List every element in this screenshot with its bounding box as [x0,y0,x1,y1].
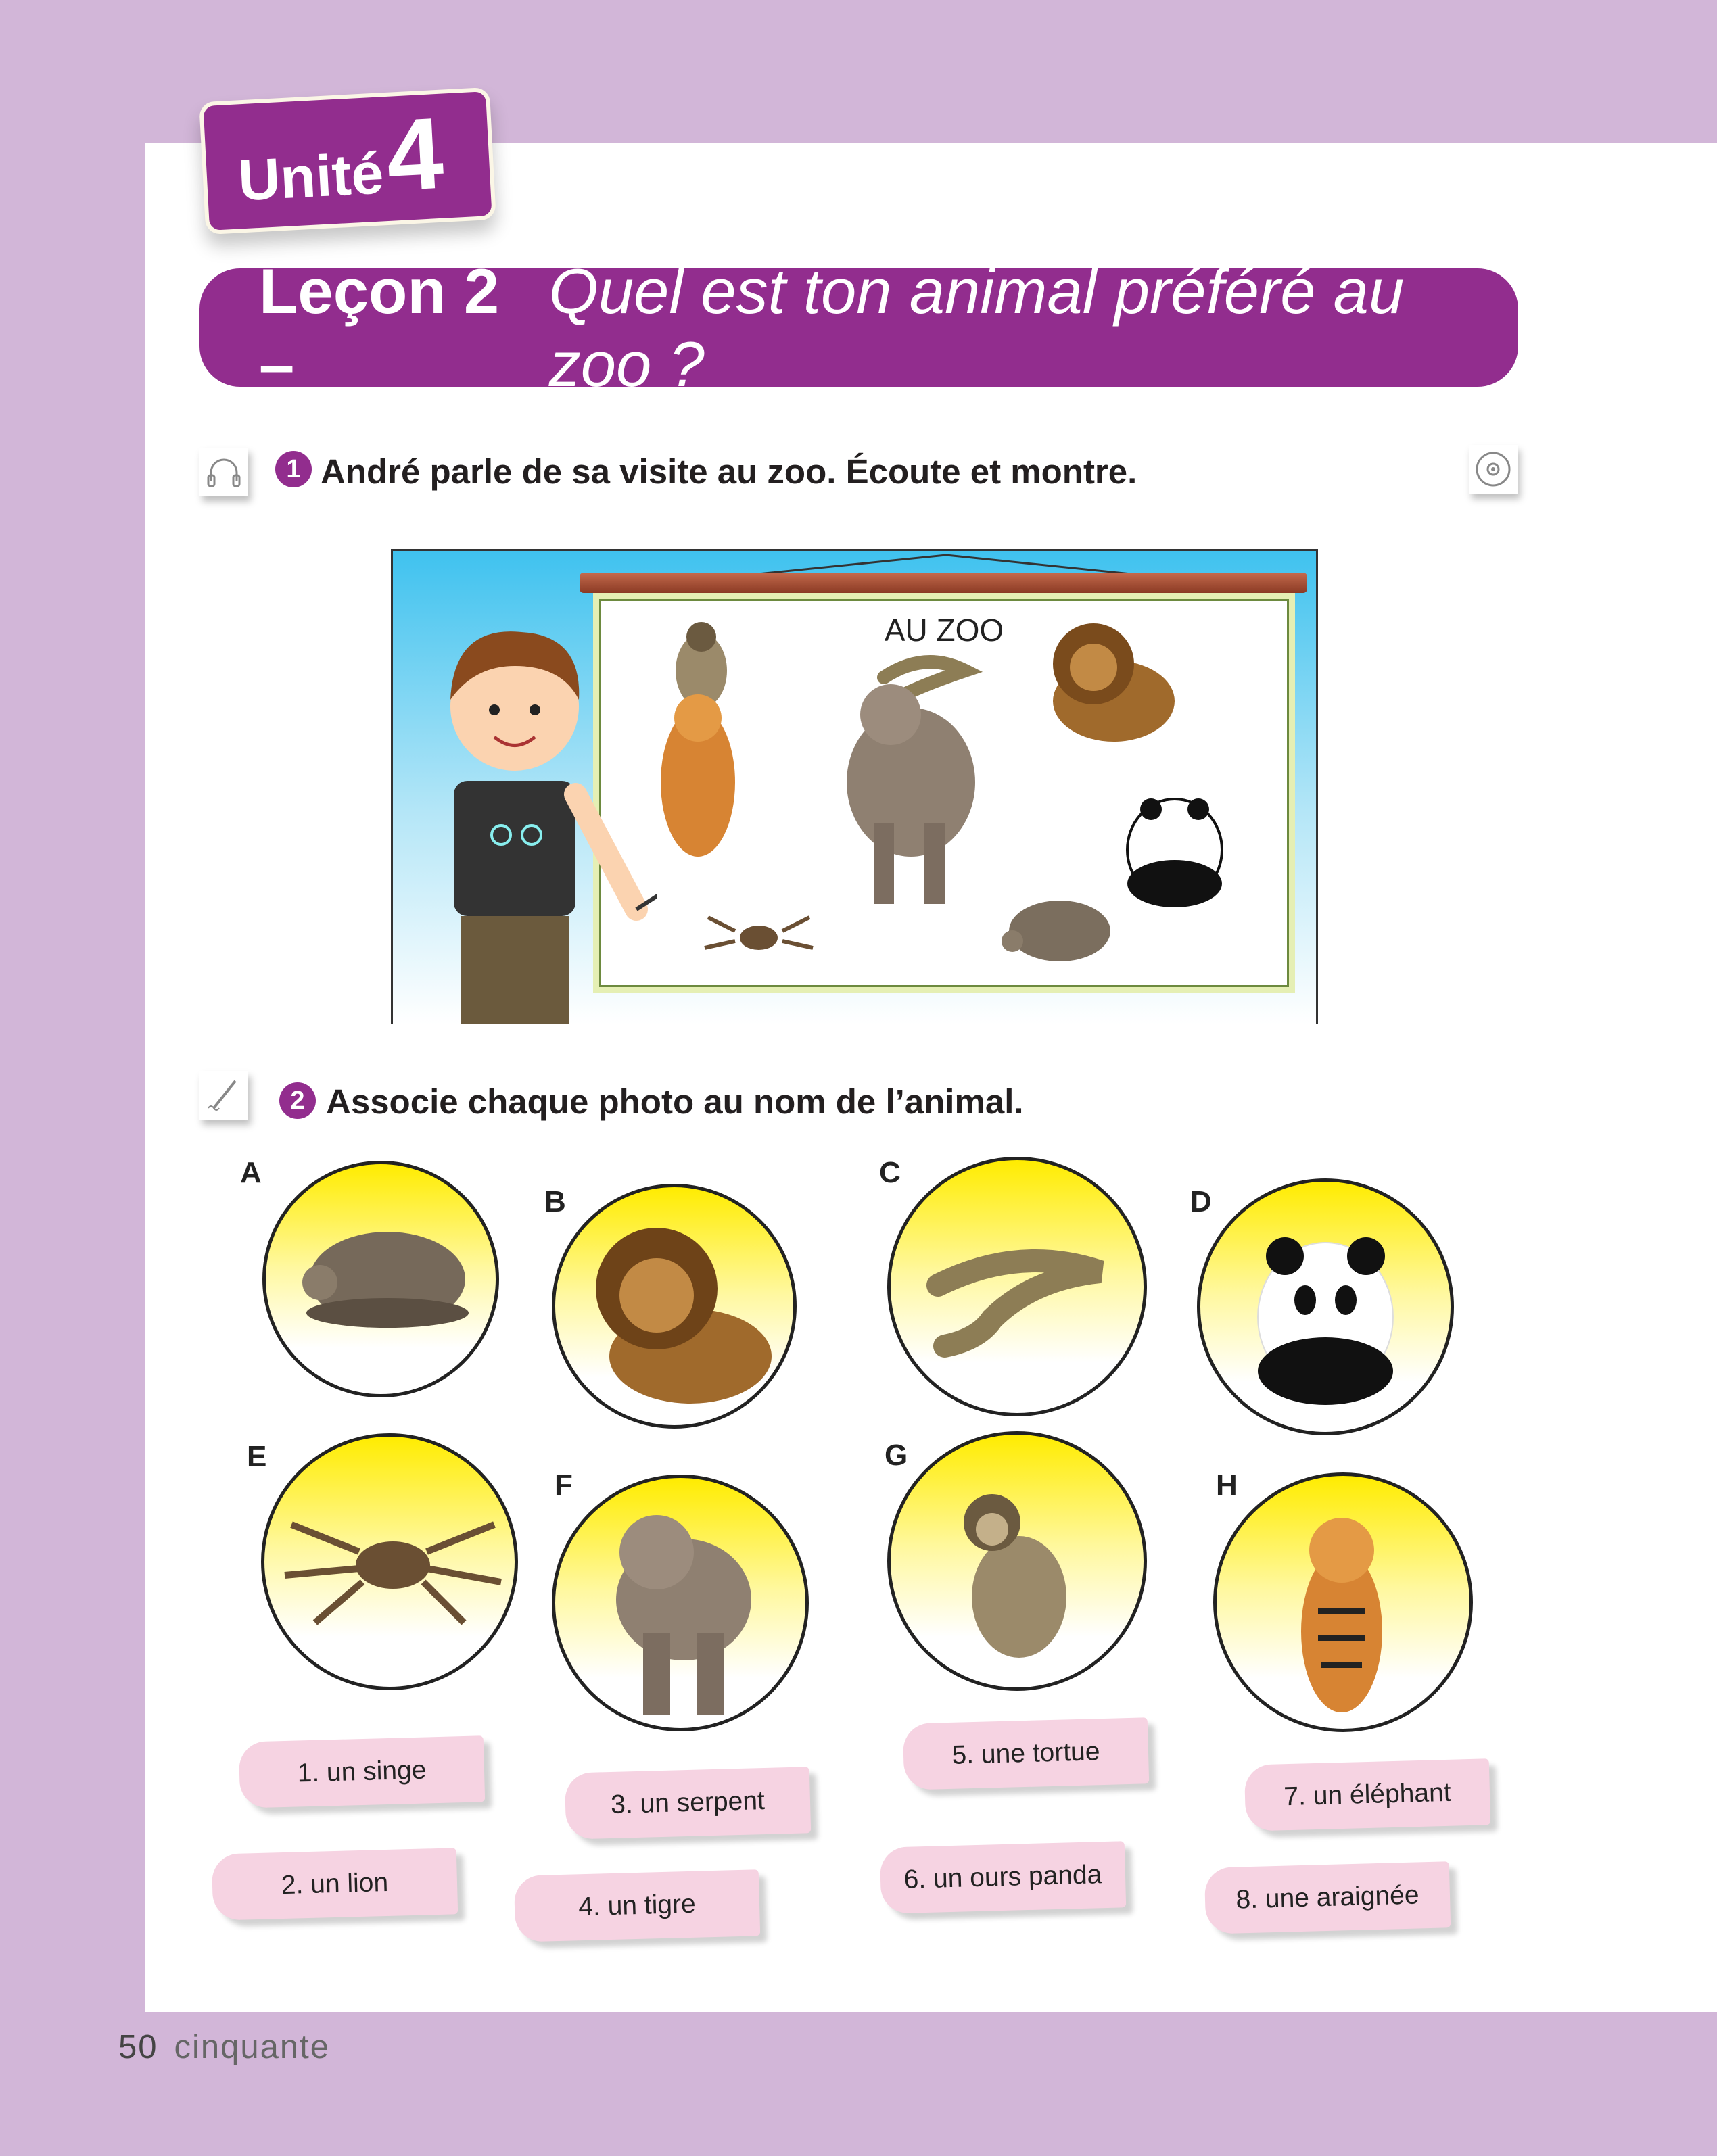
photo-b-lion[interactable] [552,1184,797,1429]
exercise-number-1: 1 [275,451,312,487]
poster-board [593,593,1295,993]
photo-f-elephant[interactable] [552,1475,809,1731]
elephant-image [847,684,975,904]
lion-image [555,1187,793,1425]
photo-letter-e: E [247,1440,267,1473]
elephant-image [555,1478,805,1728]
tiger-image [661,694,735,857]
word-tag-5[interactable]: 5. une tortue [903,1717,1149,1790]
word-tag-2[interactable]: 2. un lion [212,1848,458,1920]
board-title: AU ZOO [884,613,1004,648]
page-number: 50 [118,2029,158,2065]
lesson-banner [199,255,1518,400]
unit-number: 4 [383,95,446,212]
board-rod [580,573,1307,593]
tiger-image [1217,1476,1469,1729]
cd-icon[interactable] [1469,445,1518,494]
lesson-label: Leçon 2 – [259,255,500,400]
panda-image [1200,1182,1451,1432]
photo-c-snake[interactable] [887,1157,1147,1416]
lesson-question: Quel est ton animal préféré au zoo ? [548,255,1405,400]
panda-image [1127,798,1222,907]
photo-h-tiger[interactable] [1213,1472,1473,1732]
photo-letter-c: C [879,1156,901,1189]
photo-d-panda[interactable] [1197,1178,1454,1435]
photo-letter-g: G [885,1439,908,1472]
monkey-image [891,1435,1144,1687]
word-tag-3[interactable]: 3. un serpent [565,1767,811,1839]
photo-a-tortoise[interactable] [262,1161,499,1397]
snake-image [891,1160,1144,1413]
page-footer [118,2028,330,2066]
word-tag-4[interactable]: 4. un tigre [514,1869,760,1942]
word-tag-7[interactable]: 7. un éléphant [1244,1758,1490,1831]
photo-e-spider[interactable] [261,1433,518,1690]
word-tag-1[interactable]: 1. un singe [239,1735,485,1808]
zoo-illustration [391,549,1318,1024]
pencil-icon[interactable] [199,1071,248,1120]
boy-andre [413,619,657,1024]
spider-image [264,1437,515,1687]
exercise-1-instruction: André parle de sa visite au zoo. Écoute et montre. [321,452,1137,491]
spider-image [705,917,813,950]
tortoise-image [1002,901,1110,961]
tortoise-image [266,1164,496,1394]
unit-word: Unité [236,141,385,214]
photo-letter-b: B [544,1185,566,1218]
unit-badge [199,87,496,235]
photo-letter-f: F [555,1468,573,1502]
photo-g-monkey[interactable] [887,1431,1147,1691]
board-animals [600,600,1288,986]
exercise-2-instruction: Associe chaque photo au nom de l’animal. [326,1082,1024,1121]
photo-letter-h: H [1216,1468,1238,1502]
word-tag-8[interactable]: 8. une araignée [1204,1861,1451,1934]
headphones-icon[interactable] [199,448,248,496]
lion-image [1053,623,1175,742]
word-tag-6[interactable]: 6. un ours panda [880,1841,1126,1913]
exercise-number-2: 2 [279,1082,316,1119]
photo-letter-d: D [1190,1185,1212,1218]
photo-letter-a: A [240,1156,262,1189]
page-word: cinquante [174,2029,331,2065]
